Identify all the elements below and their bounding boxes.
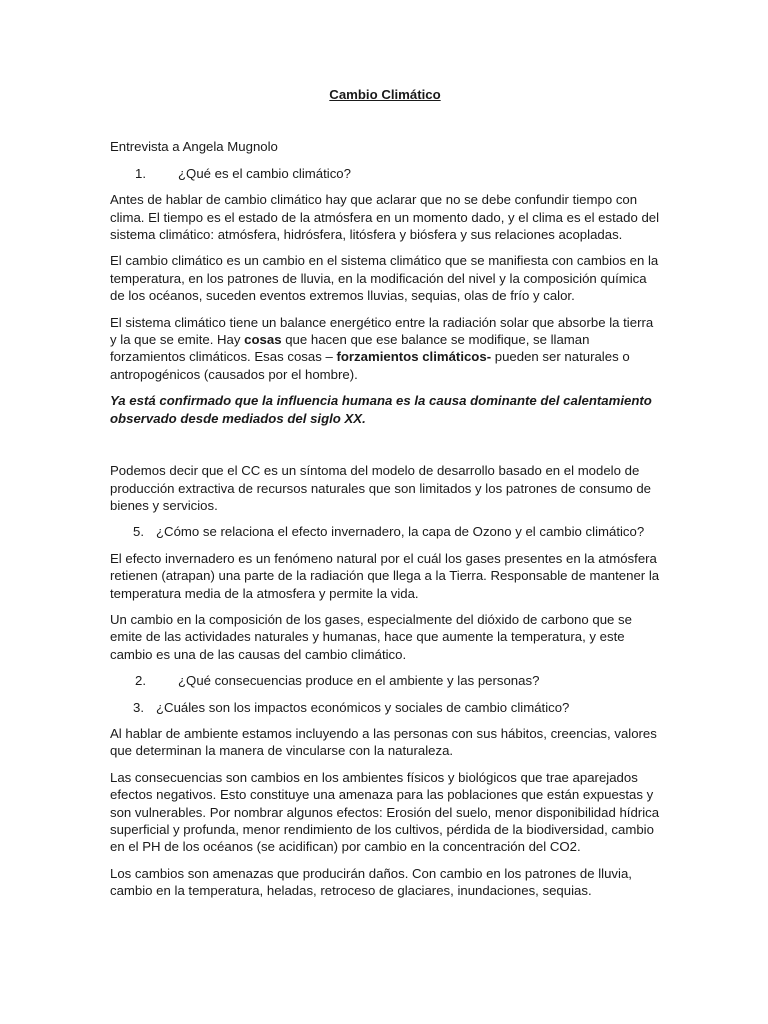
paragraph-10: Los cambios son amenazas que producirán daños. Con cambio en los patrones de lluvia, cambio en la temperatura, heladas, retroceso de glaciares, inundaciones, sequias. [110, 865, 632, 899]
paragraph-8: Al hablar de ambiente estamos incluyendo a las personas con sus hábitos, creencias, valores que determinan la manera de vincularse con la naturaleza. [110, 725, 657, 759]
question-5-text: ¿Cómo se relaciona el efecto invernadero, la capa de Ozono y el cambio climático? [156, 524, 645, 540]
paragraph-3-part-e: pueden ser naturales o antropogénicos (causados por el hombre). [110, 349, 630, 382]
paragraph-6: El efecto invernadero es un fenómeno natural por el cuál los gases presentes en la atmósfera retienen (atrapan) una parte de la radiación que llega a la Tierra. Responsable de mantener la temperatura media de la atmosfera y permite la vida. [110, 550, 660, 601]
paragraph-7: Un cambio en la composición de los gases, especialmente del dióxido de carbono que se emite de las actividades naturales y humanas, hace que aumente la temperatura, y este cambio es una de las causas del cambio climático. [110, 611, 632, 662]
paragraph-emphasis: Ya está confirmado que la influencia humana es la causa dominante del calentamiento observado desde mediados del siglo XX. [110, 393, 652, 426]
question-3-number: 3. [133, 699, 144, 715]
paragraph-3-bold-cosas: cosas [244, 332, 282, 348]
paragraph-9: Las consecuencias son cambios en los ambientes físicos y biológicos que trae aparejados efectos negativos. Esto constituye una amenaza para las poblaciones que están expuestas y son vulnerables. Por nombrar algunos efectos: Erosión del suelo, menor disponibilidad hídrica superficial y profunda, menor rendimiento de los cultivos, pérdida de la biodiversidad, cambio en el PH de los océanos (se acidifican) por cambio en la concentración del CO2. [110, 769, 660, 855]
question-1-text: ¿Qué es el cambio climático? [178, 165, 351, 181]
paragraph-3-bold-forzamientos: forzamientos climáticos- [336, 349, 492, 365]
interview-line: Entrevista a Angela Mugnolo [110, 139, 278, 155]
document-title: Cambio Climático [329, 87, 441, 102]
spacer [110, 436, 660, 462]
question-2-number: 2. [135, 673, 146, 689]
question-2 [110, 672, 660, 689]
question-5-number: 5. [133, 524, 144, 540]
question-3-text: ¿Cuáles son los impactos económicos y sociales de cambio climático? [156, 699, 570, 715]
paragraph-3-part-a: El sistema climático tiene un balance energético entre la radiación solar que absorbe la tierra y la que se emite. Hay [110, 314, 654, 348]
paragraph-3-part-c: que hacen que ese balance se modifique, se llaman forzamientos climáticos. Esas cosas – [110, 332, 590, 365]
question-5 [110, 523, 660, 540]
question-1 [110, 165, 660, 182]
paragraph-5: Podemos decir que el CC es un síntoma del modelo de desarrollo basado en el modelo de producción extractiva de recursos naturales que son limitados y los patrones de consumo de bienes y servicios. [110, 463, 651, 513]
paragraph-2: El cambio climático es un cambio en el sistema climático que se manifiesta con cambios en la temperatura, en los patrones de lluvia, en la modificación del nivel y la composición química de los océanos, suceden eventos extremos lluvias, sequias, olas de frío y calor. [110, 253, 659, 304]
question-1-number: 1. [135, 165, 146, 181]
question-2-text: ¿Qué consecuencias produce en el ambiente y las personas? [178, 673, 540, 689]
paragraph-1: Antes de hablar de cambio climático hay que aclarar que no se debe confundir tiempo con clima. El tiempo es el estado de la atmósfera en un momento dado, y el clima es el estado del sistema climático: atmósfera, hidrósfera, litósfera y biósfera y sus relaciones acopladas. [110, 192, 660, 243]
document-body [110, 86, 660, 909]
question-3 [110, 699, 660, 716]
paragraph-3 [110, 314, 660, 384]
